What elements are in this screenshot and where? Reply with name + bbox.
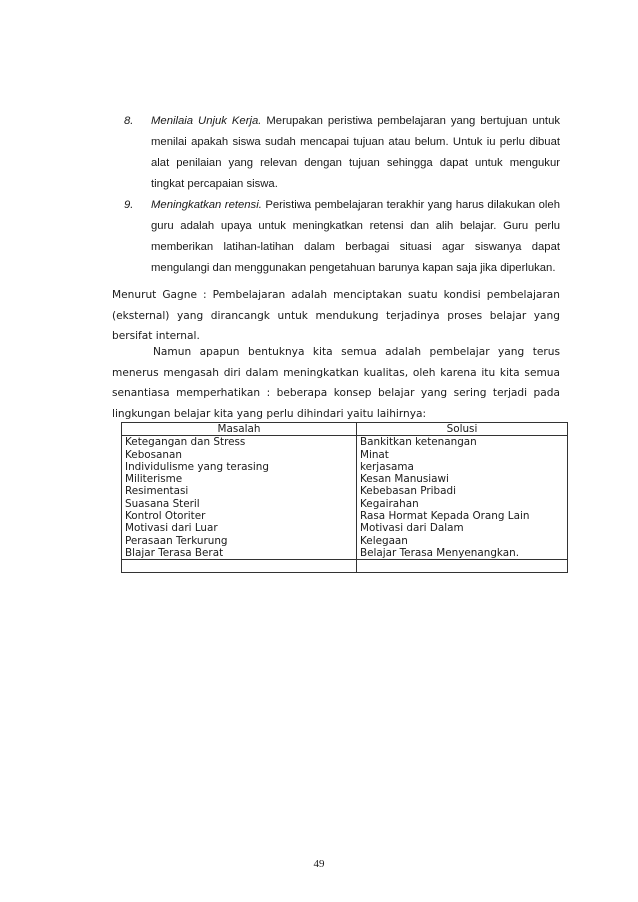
table-cell: kerjasama xyxy=(357,461,568,473)
table-cell: Kontrol Otoriter xyxy=(122,510,357,522)
table-row-empty xyxy=(122,560,568,573)
table-cell: Resimentasi xyxy=(122,485,357,497)
numbered-list xyxy=(124,111,560,279)
page-number: 49 xyxy=(313,858,325,870)
table-header-row xyxy=(122,423,568,436)
list-item-term: Meningkatkan retensi. xyxy=(151,199,262,211)
table-row xyxy=(122,547,568,560)
table-cell: Minat xyxy=(357,449,568,461)
paragraph-gagne: Menurut Gagne : Pembelajaran adalah menciptakan suatu kondisi pembelajaran (eksternal) yang dirancangk untuk mendukung terjadinya proses belajar yang bersifat internal. xyxy=(112,289,560,342)
table-row xyxy=(122,498,568,510)
table-cell: Blajar Terasa Berat xyxy=(122,547,357,560)
list-item-text: Peristiwa pembelajaran terakhir yang harus dilakukan oleh guru adalah upaya untuk meningkatkan retensi dan alih belajar. Guru perlu memberikan latihan-latihan dalam berbagai situasi agar siswanya dapat mengulangi dan menggunakan pengetahuan barunya kapan saja jika diperlukan. xyxy=(151,199,560,274)
table-cell-empty xyxy=(122,560,357,573)
table-cell: Ketegangan dan Stress xyxy=(122,436,357,449)
table-cell: Militerisme xyxy=(122,473,357,485)
list-item xyxy=(124,195,560,279)
list-item-number: 9. xyxy=(124,199,134,211)
table-cell: Rasa Hormat Kepada Orang Lain xyxy=(357,510,568,522)
table-cell: Bankitkan ketenangan xyxy=(357,436,568,449)
table-row xyxy=(122,535,568,547)
table-row xyxy=(122,485,568,497)
column-header-solusi: Solusi xyxy=(357,423,568,436)
table-cell: Suasana Steril xyxy=(122,498,357,510)
paragraph-konsep-belajar: Namun apapun bentuknya kita semua adalah pembelajar yang terus menerus mengasah diri dalam meningkatkan kualitas, oleh karena itu kita semua senantiasa memperhatikan : beberapa konsep belajar yang sering terjadi pada lingkungan belajar kita yang perlu dihindari yaitu laihirnya: xyxy=(112,346,560,420)
table-cell: Individulisme yang terasing xyxy=(122,461,357,473)
table-cell: Perasaan Terkurung xyxy=(122,535,357,547)
masalah-solusi-table xyxy=(121,422,568,573)
list-item-text: Merupakan peristiwa pembelajaran yang bertujuan untuk menilai apakah siswa sudah mencapai tujuan atau belum. Untuk iu perlu dibuat alat penilaian yang relevan dengan tujuan sehingga dapat untuk mengukur tingkat percapaian siswa. xyxy=(151,115,560,190)
table-row xyxy=(122,436,568,449)
list-item-number: 8. xyxy=(124,115,134,127)
list-item xyxy=(124,111,560,195)
table-cell: Kebebasan Pribadi xyxy=(357,485,568,497)
table-cell: Kegairahan xyxy=(357,498,568,510)
list-item-term: Menilaia Unjuk Kerja. xyxy=(151,115,262,127)
table-row xyxy=(122,522,568,534)
table-cell-empty xyxy=(357,560,568,573)
table-cell: Belajar Terasa Menyenangkan. xyxy=(357,547,568,560)
table-row xyxy=(122,510,568,522)
table-row xyxy=(122,461,568,473)
table-cell: Kesan Manusiawi xyxy=(357,473,568,485)
table-row xyxy=(122,449,568,461)
table-cell: Kebosanan xyxy=(122,449,357,461)
column-header-masalah: Masalah xyxy=(122,423,357,436)
table-cell: Kelegaan xyxy=(357,535,568,547)
table-cell: Motivasi dari Dalam xyxy=(357,522,568,534)
table-row xyxy=(122,473,568,485)
table-cell: Motivasi dari Luar xyxy=(122,522,357,534)
